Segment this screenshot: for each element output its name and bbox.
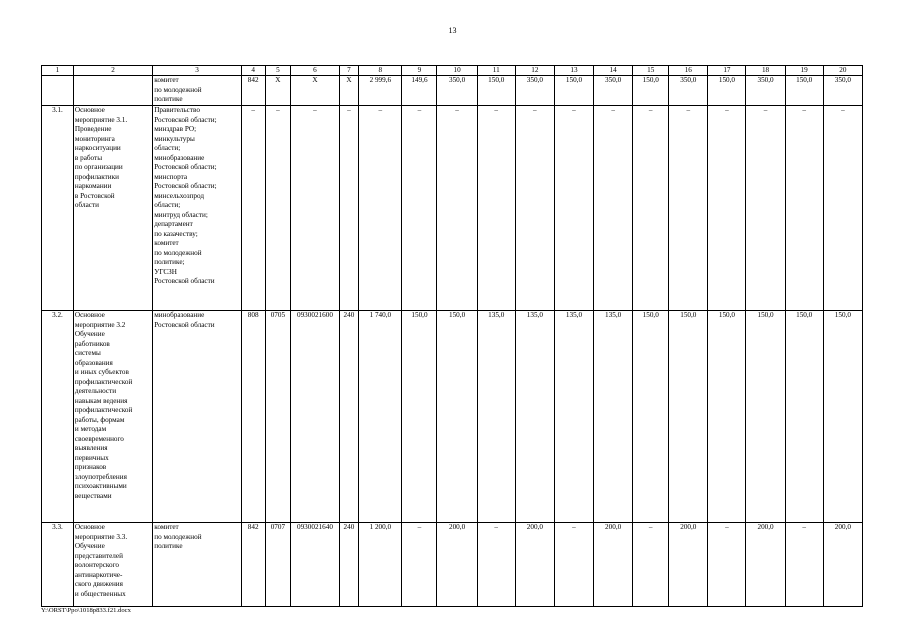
activity-name-line: работников — [74, 339, 110, 348]
value-cell: 150,0 — [669, 311, 708, 523]
column-header: 17 — [708, 66, 746, 76]
activity-name-line: злоупотребления — [74, 472, 127, 481]
activity-name-line: в работы — [74, 153, 103, 162]
value-cell: – — [823, 106, 862, 311]
file-path-footer: Y:\ORST\Ppo\1018p833.f21.docx — [41, 607, 131, 614]
value-cell: 200,0 — [515, 523, 554, 607]
executor-line: политике — [154, 542, 183, 550]
value-cell: – — [359, 106, 402, 311]
activity-name-line: Основное — [74, 523, 105, 531]
value-cell: 135,0 — [554, 311, 593, 523]
value-cell: 200,0 — [823, 523, 862, 607]
column-header: 10 — [437, 66, 477, 76]
row-number: 3.1. — [42, 106, 74, 311]
value-cell: 150,0 — [633, 76, 669, 106]
executor-line: политике; — [154, 258, 185, 266]
column-header: 15 — [633, 66, 669, 76]
value-cell: 150,0 — [708, 76, 746, 106]
value-cell: – — [477, 523, 515, 607]
activity-name-line: профилактической — [74, 377, 133, 386]
column-header: 6 — [291, 66, 339, 76]
activity-name-line: Обучение — [74, 542, 105, 550]
activity-name-line: своевременного — [74, 434, 124, 443]
executor-line: минкультуры — [154, 134, 195, 143]
executor-line: по молодежной — [154, 248, 202, 257]
value-cell: – — [515, 106, 554, 311]
value-cell: – — [437, 106, 477, 311]
value-cell: 1 740,0 — [359, 311, 402, 523]
column-header: 12 — [515, 66, 554, 76]
value-cell: 350,0 — [669, 76, 708, 106]
value-cell: 150,0 — [477, 76, 515, 106]
executor-line: политике — [154, 95, 183, 103]
value-cell: – — [708, 106, 746, 311]
activity-name-line: и методам — [74, 425, 107, 433]
executor-line: Ростовской области; — [154, 182, 217, 190]
value-cell: 150,0 — [785, 311, 823, 523]
activity-name — [73, 523, 152, 607]
executor — [153, 76, 242, 106]
value-cell: – — [708, 523, 746, 607]
executor-line: Правительство — [154, 106, 200, 114]
column-header: 2 — [73, 66, 152, 76]
column-header: 18 — [746, 66, 785, 76]
value-cell: 350,0 — [515, 76, 554, 106]
value-cell: – — [291, 106, 339, 311]
row-number: 3.2. — [42, 311, 74, 523]
activity-name-line: Основное — [74, 311, 105, 319]
value-cell: 350,0 — [823, 76, 862, 106]
executor-line: комитет — [154, 76, 179, 84]
value-cell: 1 200,0 — [359, 523, 402, 607]
value-cell: 0930021640 — [291, 523, 339, 607]
value-cell: – — [554, 523, 593, 607]
activity-name-line: системы — [74, 349, 101, 357]
value-cell: – — [339, 106, 359, 311]
column-header: 14 — [594, 66, 633, 76]
executor-line: по молодежной — [154, 85, 202, 94]
value-cell: – — [669, 106, 708, 311]
value-cell: 0930021600 — [291, 311, 339, 523]
value-cell: 135,0 — [477, 311, 515, 523]
value-cell: 200,0 — [746, 523, 785, 607]
activity-name-line: наркомании — [74, 182, 112, 190]
value-cell: 350,0 — [437, 76, 477, 106]
value-cell: 150,0 — [437, 311, 477, 523]
value-cell: – — [265, 106, 291, 311]
value-cell: 842 — [241, 76, 265, 106]
column-header: 1 — [42, 66, 74, 76]
table-row — [42, 106, 863, 311]
executor-line: Ростовской области — [154, 277, 215, 285]
value-cell: 150,0 — [785, 76, 823, 106]
table-row — [42, 76, 863, 106]
column-header: 20 — [823, 66, 862, 76]
executor-line: минспорта — [154, 172, 188, 181]
value-cell: – — [402, 523, 437, 607]
activity-name-line: признаков — [74, 463, 107, 471]
activity-name-line: области — [74, 201, 99, 209]
header-row — [42, 66, 863, 76]
value-cell: – — [477, 106, 515, 311]
value-cell: 808 — [241, 311, 265, 523]
activity-name-line: работы, формам — [74, 415, 125, 424]
column-header: 8 — [359, 66, 402, 76]
column-header: 11 — [477, 66, 515, 76]
value-cell: 240 — [339, 311, 359, 523]
activity-name-line: деятельности — [74, 387, 117, 395]
value-cell: – — [594, 106, 633, 311]
executor-line: по казачеству; — [154, 229, 198, 238]
value-cell: 200,0 — [437, 523, 477, 607]
column-header: 4 — [241, 66, 265, 76]
activity-name — [73, 311, 152, 523]
executor-line: минтруд области; — [154, 210, 208, 219]
page-number: 13 — [448, 26, 457, 35]
executor-line: УГСЗН — [154, 267, 177, 276]
activity-name-line: навыкам ведения — [74, 396, 128, 405]
executor-line: области; — [154, 144, 181, 152]
executor — [153, 106, 242, 311]
activity-name-line: мероприятие 3.1. — [74, 115, 128, 124]
activity-name-line: и общественных — [74, 589, 126, 598]
activity-name-line: мероприятие 3.3. — [74, 532, 128, 541]
row-number — [42, 76, 74, 106]
executor-line: департамент — [154, 220, 193, 228]
value-cell: 149,6 — [402, 76, 437, 106]
value-cell: – — [633, 523, 669, 607]
value-cell: X — [339, 76, 359, 106]
value-cell: 2 999,6 — [359, 76, 402, 106]
executor-line: Ростовской области; — [154, 115, 217, 124]
value-cell: 150,0 — [708, 311, 746, 523]
executor-line: минздрав РО; — [154, 125, 197, 133]
executor-line: минсельхозпрод — [154, 191, 205, 200]
activity-name — [73, 106, 152, 311]
value-cell: 135,0 — [594, 311, 633, 523]
table-row — [42, 523, 863, 607]
activity-name-line: ского движения — [74, 580, 123, 588]
program-table — [41, 65, 863, 607]
activity-name-line: выявления — [74, 444, 108, 452]
executor-line: минобразование — [154, 311, 205, 319]
activity-name-line: первичных — [74, 453, 109, 462]
value-cell: 200,0 — [594, 523, 633, 607]
activity-name-line: образования — [74, 358, 113, 367]
value-cell: – — [402, 106, 437, 311]
executor-line: области; — [154, 201, 181, 209]
activity-name-line: Обучение — [74, 330, 105, 338]
executor-line: комитет — [154, 239, 179, 247]
activity-name-line: по организации — [74, 163, 123, 171]
activity-name-line: мониторинга — [74, 134, 115, 143]
activity-name-line: профилактики — [74, 172, 119, 181]
column-header: 13 — [554, 66, 593, 76]
value-cell: 150,0 — [402, 311, 437, 523]
value-cell: – — [241, 106, 265, 311]
value-cell: – — [785, 106, 823, 311]
activity-name — [73, 76, 152, 106]
activity-name-line: мероприятие 3.2 — [74, 320, 126, 329]
executor-line: по молодежной — [154, 532, 202, 541]
activity-name-line: Проведение — [74, 125, 112, 133]
value-cell: 0707 — [265, 523, 291, 607]
column-header: 9 — [402, 66, 437, 76]
value-cell: – — [746, 106, 785, 311]
value-cell: 842 — [241, 523, 265, 607]
activity-name-line: антинаркотиче- — [74, 570, 123, 579]
value-cell: 200,0 — [669, 523, 708, 607]
column-header: 19 — [785, 66, 823, 76]
value-cell: 350,0 — [594, 76, 633, 106]
value-cell: – — [554, 106, 593, 311]
value-cell: – — [633, 106, 669, 311]
activity-name-line: представителей — [74, 551, 123, 560]
column-header: 5 — [265, 66, 291, 76]
column-header: 16 — [669, 66, 708, 76]
activity-name-line: и иных субъектов — [74, 368, 129, 376]
activity-name-line: наркоситуации — [74, 144, 121, 152]
executor — [153, 523, 242, 607]
value-cell: 150,0 — [746, 311, 785, 523]
value-cell: 150,0 — [554, 76, 593, 106]
executor-line: минобразование — [154, 153, 205, 162]
column-header: 3 — [153, 66, 242, 76]
column-header: 7 — [339, 66, 359, 76]
executor — [153, 311, 242, 523]
table-row — [42, 311, 863, 523]
activity-name-line: веществами — [74, 491, 112, 500]
activity-name-line: волонтерского — [74, 561, 119, 569]
activity-name-line: психоактивными — [74, 482, 127, 490]
row-number: 3.3. — [42, 523, 74, 607]
value-cell: 135,0 — [515, 311, 554, 523]
activity-name-line: Основное — [74, 106, 105, 114]
executor-line: комитет — [154, 523, 179, 531]
value-cell: 240 — [339, 523, 359, 607]
value-cell: 350,0 — [746, 76, 785, 106]
value-cell: – — [785, 523, 823, 607]
value-cell: 0705 — [265, 311, 291, 523]
value-cell: 150,0 — [823, 311, 862, 523]
executor-line: Ростовской области — [154, 320, 215, 329]
value-cell: X — [265, 76, 291, 106]
executor-line: Ростовской области; — [154, 163, 217, 171]
activity-name-line: профилактической — [74, 406, 133, 414]
activity-name-line: в Ростовской — [74, 191, 115, 200]
value-cell: 150,0 — [633, 311, 669, 523]
value-cell: X — [291, 76, 339, 106]
